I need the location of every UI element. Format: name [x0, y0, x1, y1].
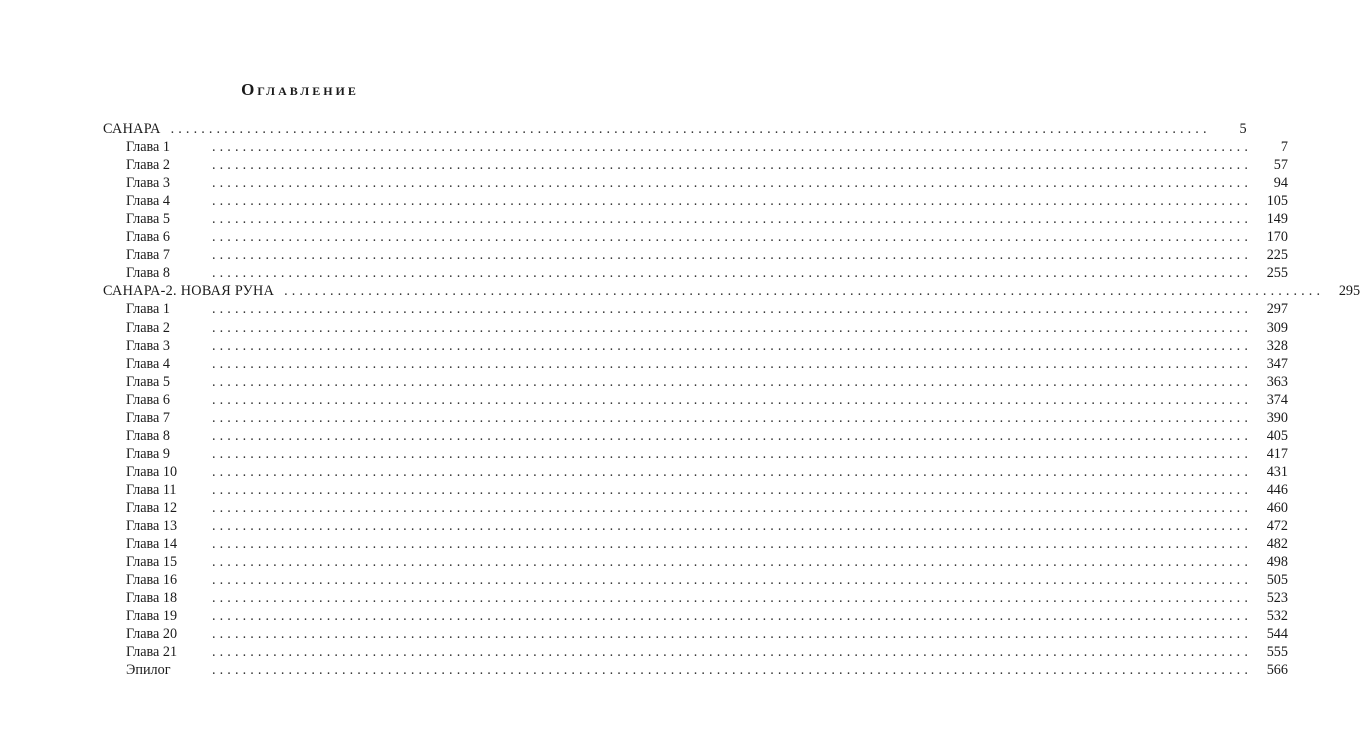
toc-entry-page-number: 347	[1266, 355, 1288, 372]
toc-entry-label: Глава 20	[126, 626, 178, 643]
toc-chapter-entry[interactable]	[103, 463, 1288, 481]
toc-entry-label: Глава 7	[126, 409, 170, 426]
toc-entry-page-number: 295	[1338, 283, 1360, 300]
toc-entry-label: Глава 15	[126, 554, 178, 571]
toc-entry-page-number: 566	[1266, 662, 1288, 679]
toc-entry-label: САНАРА	[103, 121, 161, 137]
dot-leader: ........................................................................................................................................	[170, 121, 1211, 137]
toc-entry-label: Глава 10	[126, 463, 178, 480]
toc-entry-page-number: 170	[1266, 229, 1288, 246]
toc-chapter-entry[interactable]	[103, 571, 1288, 589]
dot-leader: ........................................................................................................................................	[212, 536, 1252, 553]
toc-entry-page-number: 7	[1280, 139, 1288, 156]
toc-chapter-entry[interactable]	[103, 607, 1288, 625]
toc-entry-page-number: 374	[1266, 391, 1288, 408]
toc-entry-label: Глава 4	[126, 355, 170, 372]
toc-chapter-entry[interactable]	[103, 445, 1288, 463]
toc-entry-label: Глава 16	[126, 572, 178, 589]
toc-entry-page-number: 417	[1266, 445, 1288, 462]
toc-chapter-entry[interactable]	[103, 409, 1288, 427]
toc-entry-page-number: 255	[1266, 265, 1288, 282]
toc-chapter-entry[interactable]	[103, 373, 1288, 391]
toc-chapter-entry[interactable]	[103, 481, 1288, 499]
dot-leader: ........................................................................................................................................	[212, 211, 1252, 228]
toc-entry-page-number: 523	[1266, 590, 1288, 607]
toc-entry-label: Глава 11	[126, 481, 177, 498]
toc-entry-page-number: 532	[1266, 608, 1288, 625]
page-title: Оглавление	[241, 80, 359, 99]
dot-leader: ........................................................................................................................................	[212, 463, 1252, 480]
toc-chapter-entry[interactable]	[103, 517, 1288, 535]
toc-part-entry[interactable]	[103, 120, 1247, 138]
toc-entry-page-number: 57	[1273, 157, 1288, 174]
toc-entry-label: Глава 4	[126, 193, 170, 210]
toc-entry-label: Глава 3	[126, 337, 170, 354]
dot-leader: ........................................................................................................................................	[212, 572, 1252, 589]
toc-chapter-entry[interactable]	[103, 228, 1288, 246]
toc-entry-label: Глава 13	[126, 518, 178, 535]
toc-entry-label: САНАРА-2. НОВАЯ РУНА	[103, 283, 275, 300]
toc-chapter-entry[interactable]	[103, 355, 1288, 373]
dot-leader: ........................................................................................................................................	[212, 644, 1252, 661]
dot-leader: ........................................................................................................................................	[212, 247, 1252, 264]
toc-chapter-entry[interactable]	[103, 553, 1288, 571]
dot-leader: ........................................................................................................................................	[212, 139, 1252, 156]
toc-entry-page-number: 472	[1266, 518, 1288, 535]
toc-entry-label: Глава 1	[126, 301, 170, 318]
dot-leader: ........................................................................................................................................	[212, 265, 1252, 282]
toc-part-entry[interactable]	[103, 282, 1360, 300]
toc-chapter-entry[interactable]	[103, 192, 1288, 210]
dot-leader: ........................................................................................................................................	[212, 518, 1252, 535]
toc-chapter-entry[interactable]	[103, 246, 1288, 264]
toc-entry-page-number: 482	[1266, 536, 1288, 553]
toc-chapter-entry[interactable]	[103, 427, 1288, 445]
dot-leader: ........................................................................................................................................	[284, 283, 1325, 300]
dot-leader: ........................................................................................................................................	[212, 481, 1252, 498]
dot-leader: ........................................................................................................................................	[212, 355, 1252, 372]
toc-chapter-entry[interactable]	[103, 499, 1288, 517]
toc-entry-page-number: 431	[1266, 463, 1288, 480]
toc-entry-page-number: 297	[1266, 301, 1288, 318]
toc-entry-page-number: 105	[1266, 193, 1288, 210]
dot-leader: ........................................................................................................................................	[212, 157, 1252, 174]
toc-entry-label: Глава 2	[126, 319, 170, 336]
toc-entry-label: Глава 6	[126, 229, 170, 246]
toc-entry-label: Глава 6	[126, 391, 170, 408]
toc-entry-page-number: 390	[1266, 409, 1288, 426]
toc-entry-label: Глава 14	[126, 536, 178, 553]
toc-entry-label: Глава 8	[126, 265, 170, 282]
toc-entry-page-number: 225	[1266, 247, 1288, 264]
dot-leader: ........................................................................................................................................	[212, 337, 1252, 354]
toc-entry-label: Глава 7	[126, 247, 170, 264]
dot-leader: ........................................................................................................................................	[212, 175, 1252, 192]
toc-chapter-entry[interactable]	[103, 138, 1288, 156]
toc-chapter-entry[interactable]	[103, 337, 1288, 355]
toc-entry-page-number: 460	[1266, 499, 1288, 516]
toc-entry-page-number: 544	[1266, 626, 1288, 643]
toc-chapter-entry[interactable]	[103, 174, 1288, 192]
table-of-contents	[103, 120, 1360, 679]
toc-entry-label: Глава 12	[126, 499, 178, 516]
toc-entry-label: Эпилог	[126, 662, 171, 679]
dot-leader: ........................................................................................................................................	[212, 193, 1252, 210]
toc-entry-label: Глава 1	[126, 139, 170, 156]
toc-entry-label: Глава 5	[126, 373, 170, 390]
toc-entry-label: Глава 9	[126, 445, 170, 462]
dot-leader: ........................................................................................................................................	[212, 499, 1252, 516]
toc-chapter-entry[interactable]	[103, 264, 1288, 282]
dot-leader: ........................................................................................................................................	[212, 590, 1252, 607]
dot-leader: ........................................................................................................................................	[212, 391, 1252, 408]
toc-entry-page-number: 149	[1266, 211, 1288, 228]
dot-leader: ........................................................................................................................................	[212, 373, 1252, 390]
toc-chapter-entry[interactable]	[103, 589, 1288, 607]
dot-leader: ........................................................................................................................................	[212, 409, 1252, 426]
toc-entry-label: Глава 21	[126, 644, 178, 661]
toc-chapter-entry[interactable]	[103, 661, 1288, 679]
dot-leader: ........................................................................................................................................	[212, 445, 1252, 462]
dot-leader: ........................................................................................................................................	[212, 427, 1252, 444]
toc-entry-page-number: 555	[1266, 644, 1288, 661]
toc-chapter-entry[interactable]	[103, 643, 1288, 661]
toc-chapter-entry[interactable]	[103, 210, 1288, 228]
dot-leader: ........................................................................................................................................	[212, 608, 1252, 625]
toc-chapter-entry[interactable]	[103, 535, 1288, 553]
toc-entry-label: Глава 3	[126, 175, 170, 192]
dot-leader: ........................................................................................................................................	[212, 229, 1252, 246]
toc-entry-page-number: 94	[1273, 175, 1288, 192]
toc-chapter-entry[interactable]	[103, 391, 1288, 409]
toc-entry-page-number: 363	[1266, 373, 1288, 390]
toc-chapter-entry[interactable]	[103, 300, 1288, 318]
toc-entry-label: Глава 5	[126, 211, 170, 228]
toc-entry-page-number: 328	[1266, 337, 1288, 354]
dot-leader: ........................................................................................................................................	[212, 662, 1252, 679]
toc-entry-page-number: 5	[1239, 121, 1247, 137]
toc-entry-label: Глава 8	[126, 427, 170, 444]
dot-leader: ........................................................................................................................................	[212, 626, 1252, 643]
toc-entry-page-number: 405	[1266, 427, 1288, 444]
toc-chapter-entry[interactable]	[103, 319, 1288, 337]
dot-leader: ........................................................................................................................................	[212, 554, 1252, 571]
toc-entry-label: Глава 18	[126, 590, 178, 607]
toc-chapter-entry[interactable]	[103, 625, 1288, 643]
toc-entry-page-number: 309	[1266, 319, 1288, 336]
toc-entry-label: Глава 19	[126, 608, 178, 625]
dot-leader: ........................................................................................................................................	[212, 301, 1252, 318]
toc-entry-page-number: 498	[1266, 554, 1288, 571]
toc-entry-label: Глава 2	[126, 157, 170, 174]
toc-entry-page-number: 505	[1266, 572, 1288, 589]
dot-leader: ........................................................................................................................................	[212, 319, 1252, 336]
toc-chapter-entry[interactable]	[103, 156, 1288, 174]
toc-entry-page-number: 446	[1266, 481, 1288, 498]
